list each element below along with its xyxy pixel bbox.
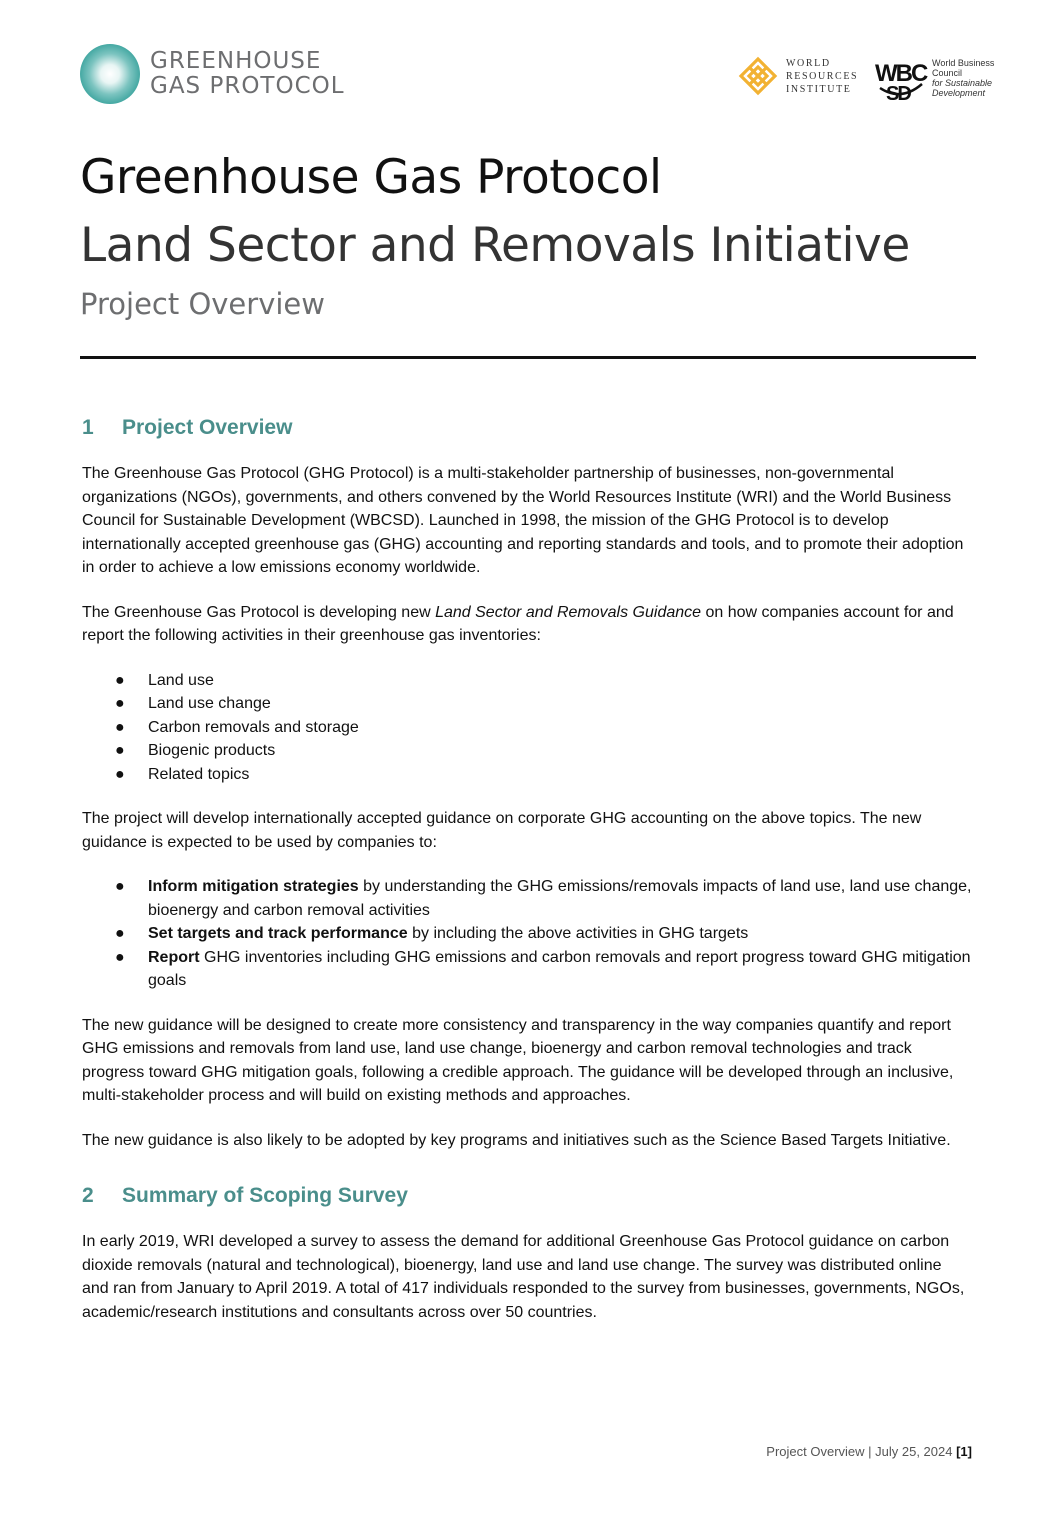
bullet-icon: ● bbox=[115, 695, 125, 712]
svg-text:SD: SD bbox=[886, 83, 910, 104]
section-heading-2 bbox=[82, 1184, 972, 1208]
list-item-text: by including the above activities in GHG targets bbox=[407, 925, 749, 942]
footer-text: Project Overview | July 25, 2024 bbox=[766, 1444, 957, 1459]
page-number: 1 bbox=[960, 1444, 968, 1459]
section-heading-1 bbox=[82, 416, 972, 440]
wbcsd-logo-text bbox=[932, 58, 994, 98]
wri-logo-text bbox=[786, 57, 858, 96]
paragraph: The project will develop internationally accepted guidance on corporate GHG accounting on the above topics. The new guidance is expected to be used by companies to: bbox=[82, 810, 922, 851]
bullet-icon: ● bbox=[115, 718, 125, 736]
wri-mark-icon bbox=[738, 56, 778, 96]
wri-line2: RESOURCES bbox=[786, 70, 859, 82]
ghg-logo-line2: GAS PROTOCOL bbox=[150, 73, 345, 99]
wri-logo bbox=[738, 56, 858, 96]
list-item-text: Biogenic products bbox=[148, 742, 276, 759]
document-title: Greenhouse Gas Protocol bbox=[80, 150, 662, 205]
list-item-text: Land use bbox=[148, 671, 214, 689]
list-item bbox=[82, 922, 972, 946]
page-footer bbox=[766, 1444, 972, 1459]
ghg-protocol-logo bbox=[80, 44, 345, 104]
list-item-text: by understanding the GHG emissions/removals impacts of land use, land use change, bioenergy and carbon removal activities bbox=[148, 878, 972, 919]
list-item bbox=[82, 669, 972, 693]
bullet-icon: ● bbox=[115, 742, 125, 759]
bullet-icon: ● bbox=[115, 671, 125, 689]
list-item-bold: Set targets and track performance bbox=[148, 925, 408, 942]
bullet-icon: ● bbox=[115, 878, 125, 895]
list-item-text: GHG inventories including GHG emissions and carbon removals and report progress toward GHG mitigation goals bbox=[148, 948, 971, 989]
bullet-icon: ● bbox=[115, 925, 125, 942]
paragraph bbox=[82, 601, 972, 648]
wri-line3: INSTITUTE bbox=[786, 83, 852, 95]
paragraph-text: on how companies account for and report the following activities in their greenhouse gas inventories: bbox=[82, 603, 954, 644]
paragraph: The new guidance will be designed to create more consistency and transparency in the way companies quantify and report GHG emissions and removals from land use, land use change, bioenergy and carbon removal technologies and track progress toward GHG mitigation goals, following a credible approach. The guidance will be developed through an inclusive, multi-stakeholder process and will build on existing methods and approaches. bbox=[82, 1016, 954, 1104]
list-item bbox=[82, 692, 972, 716]
bullet-icon: ● bbox=[115, 765, 125, 783]
list-item-text: Carbon removals and storage bbox=[148, 718, 359, 736]
section-title: Summary of Scoping Survey bbox=[122, 1184, 408, 1207]
wbcsd-line2: Council bbox=[932, 68, 963, 78]
list-item bbox=[82, 716, 972, 740]
ghg-logo-circle-icon bbox=[80, 44, 140, 104]
document-subtitle: Project Overview bbox=[80, 287, 325, 321]
activities-list bbox=[82, 669, 972, 787]
svg-text:WBC: WBC bbox=[875, 60, 927, 87]
section-number: 1 bbox=[82, 416, 94, 439]
section-title: Project Overview bbox=[122, 416, 293, 439]
list-item-text: Land use change bbox=[148, 695, 271, 712]
paragraph: The Greenhouse Gas Protocol (GHG Protocol) is a multi-stakeholder partnership of businesses, non-governmental organizations (NGOs), governments, and others convened by the World Resources Institute (WRI) and the World Business Council for Sustainable Development (WBCSD). Launched in 1998, the mission of the GHG Protocol is to develop internationally accepted greenhouse gas (GHG) accounting and reporting standards and tools, and to promote their adoption in order to achieve a low emissions economy worldwide. bbox=[82, 465, 964, 576]
list-item-bold: Report bbox=[148, 948, 200, 966]
wbcsd-line1: World Business bbox=[932, 58, 995, 68]
page-bracket-close: ] bbox=[967, 1444, 972, 1459]
bullet-icon: ● bbox=[115, 948, 125, 966]
list-item bbox=[82, 875, 972, 922]
wri-line1: WORLD bbox=[786, 57, 831, 69]
wbcsd-logo bbox=[874, 48, 994, 104]
guidance-title-italic: Land Sector and Removals Guidance bbox=[435, 603, 702, 621]
ghg-logo-text bbox=[150, 49, 345, 99]
wbcsd-line3: for Sustainable bbox=[932, 78, 993, 88]
list-item-bold: Inform mitigation strategies bbox=[148, 878, 359, 895]
document-title-line2: Land Sector and Removals Initiative bbox=[80, 218, 910, 273]
page-bracket-open: [ bbox=[956, 1444, 961, 1459]
section-number: 2 bbox=[82, 1184, 94, 1207]
list-item bbox=[82, 946, 972, 993]
wbcsd-mark-icon bbox=[874, 48, 928, 104]
list-item bbox=[82, 763, 972, 787]
list-item bbox=[82, 739, 972, 763]
wbcsd-line4: Development bbox=[932, 88, 986, 98]
paragraph: In early 2019, WRI developed a survey to assess the demand for additional Greenhouse Gas Protocol guidance on carbon dioxide removals (natural and technological), bioenergy, land use and land use change. The survey was distributed online and ran from January to April 2019. A total of 417 individuals responded to the survey from businesses, governments, NGOs, academic/research institutions and consultants across over 50 countries. bbox=[82, 1233, 965, 1321]
title-divider bbox=[80, 356, 976, 359]
ghg-logo-line1: GREENHOUSE bbox=[150, 48, 322, 74]
document-body bbox=[82, 416, 972, 1345]
paragraph: The new guidance is also likely to be adopted by key programs and initiatives such as the Science Based Targets Initiative. bbox=[82, 1131, 951, 1149]
paragraph-text: The Greenhouse Gas Protocol is developing new bbox=[82, 603, 436, 621]
uses-list bbox=[82, 875, 972, 993]
list-item-text: Related topics bbox=[148, 765, 250, 783]
